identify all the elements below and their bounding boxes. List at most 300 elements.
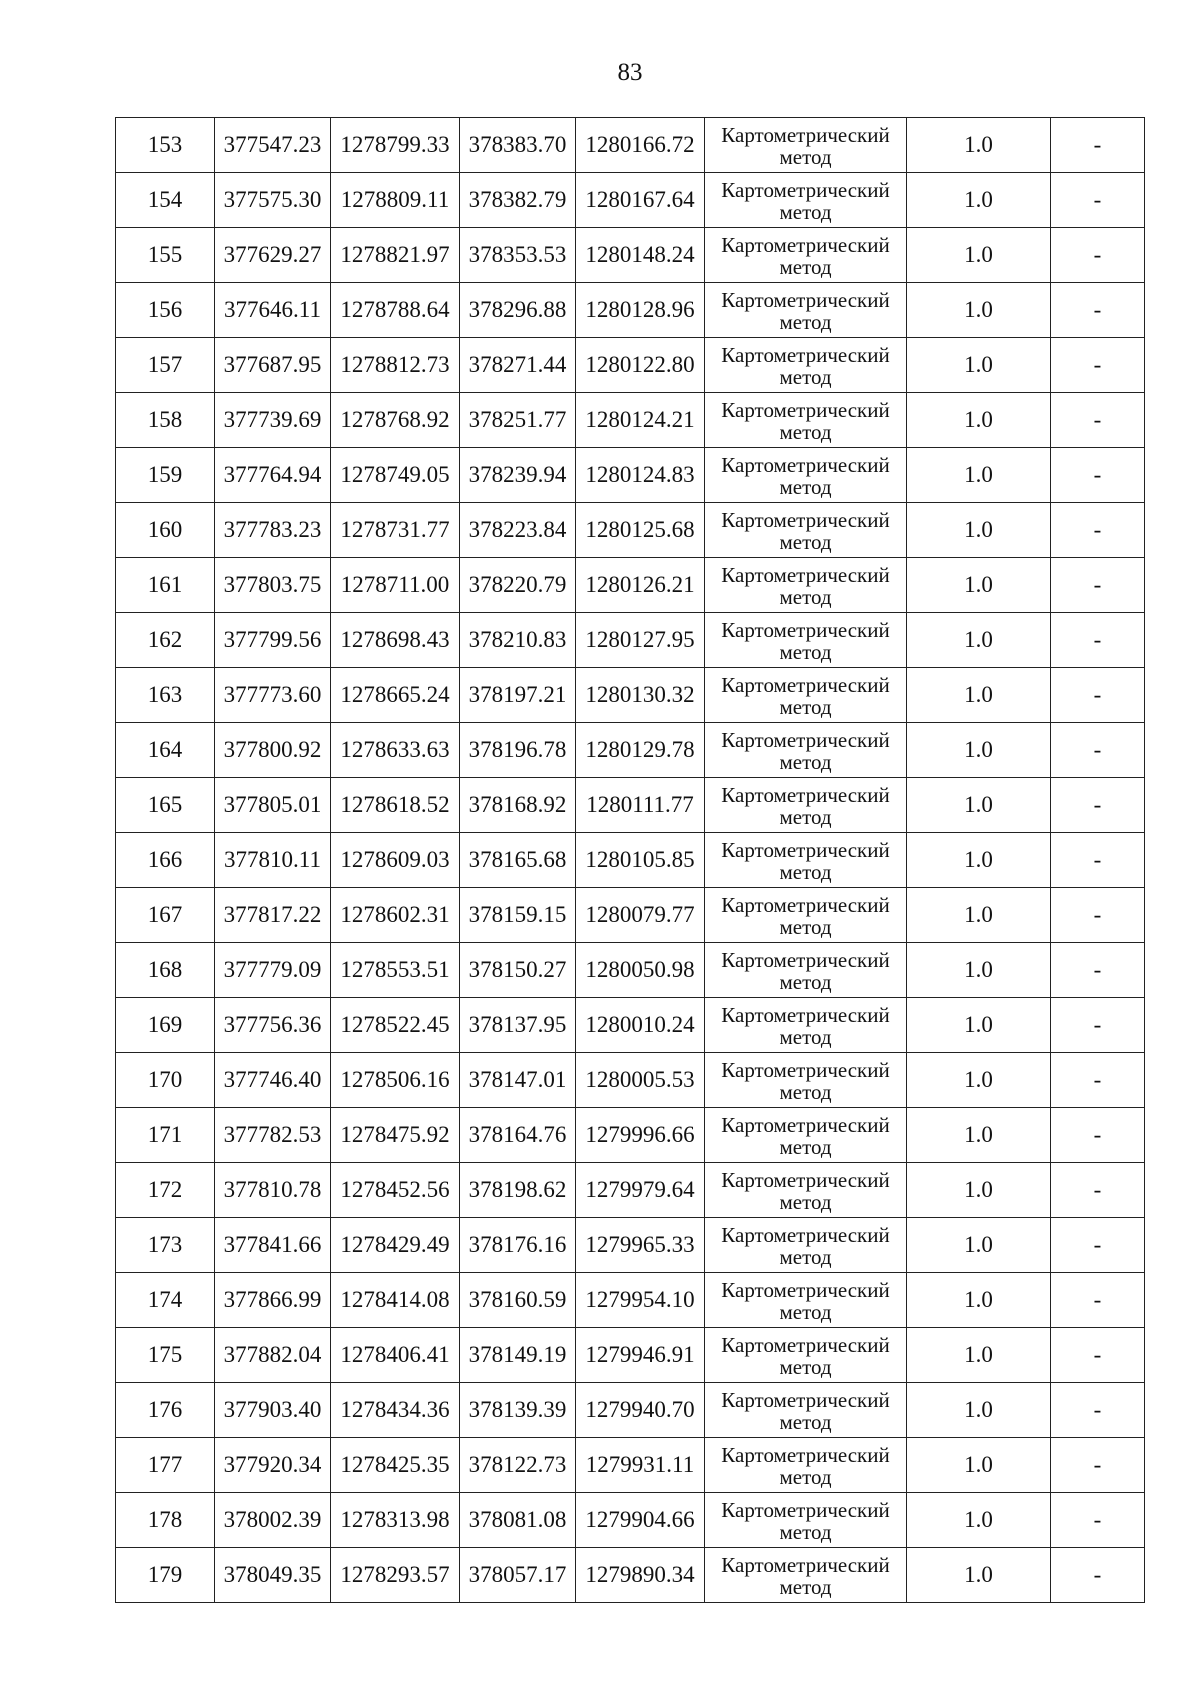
method-line-2: метод — [779, 969, 832, 994]
y1-cell: 1278293.57 — [331, 1548, 460, 1603]
method-cell — [705, 1163, 907, 1218]
accuracy-cell: 1.0 — [907, 1548, 1051, 1603]
y2-cell: 1280129.78 — [576, 723, 705, 778]
method-line-2: метод — [779, 1299, 832, 1324]
method-line-2: метод — [779, 859, 832, 884]
y1-cell: 1278553.51 — [331, 943, 460, 998]
x2-cell: 378271.44 — [460, 338, 576, 393]
x1-cell: 378002.39 — [215, 1493, 331, 1548]
y2-cell: 1279996.66 — [576, 1108, 705, 1163]
method-line-1: Картометрический — [721, 1167, 890, 1192]
point-number-cell: 178 — [116, 1493, 215, 1548]
method-line-1: Картометрический — [721, 837, 890, 862]
accuracy-cell: 1.0 — [907, 833, 1051, 888]
note-cell: - — [1051, 283, 1145, 338]
point-number-cell: 155 — [116, 228, 215, 283]
y1-cell: 1278609.03 — [331, 833, 460, 888]
method-cell — [705, 338, 907, 393]
x1-cell: 377773.60 — [215, 668, 331, 723]
x2-cell: 378239.94 — [460, 448, 576, 503]
method-line-1: Картометрический — [721, 397, 890, 422]
y1-cell: 1278406.41 — [331, 1328, 460, 1383]
x2-cell: 378296.88 — [460, 283, 576, 338]
table-row — [116, 283, 1145, 338]
table-row — [116, 723, 1145, 778]
x1-cell: 377810.11 — [215, 833, 331, 888]
method-line-1: Картометрический — [721, 672, 890, 697]
note-cell: - — [1051, 1493, 1145, 1548]
accuracy-cell: 1.0 — [907, 1383, 1051, 1438]
point-number-cell: 179 — [116, 1548, 215, 1603]
y2-cell: 1280166.72 — [576, 118, 705, 173]
y2-cell: 1280130.32 — [576, 668, 705, 723]
note-cell: - — [1051, 118, 1145, 173]
x2-cell: 378197.21 — [460, 668, 576, 723]
table-row — [116, 503, 1145, 558]
table-row — [116, 778, 1145, 833]
accuracy-cell: 1.0 — [907, 1328, 1051, 1383]
y2-cell: 1280148.24 — [576, 228, 705, 283]
x1-cell: 377629.27 — [215, 228, 331, 283]
note-cell: - — [1051, 1218, 1145, 1273]
y2-cell: 1279954.10 — [576, 1273, 705, 1328]
y1-cell: 1278665.24 — [331, 668, 460, 723]
y1-cell: 1278313.98 — [331, 1493, 460, 1548]
y2-cell: 1280005.53 — [576, 1053, 705, 1108]
y2-cell: 1280124.83 — [576, 448, 705, 503]
method-line-2: метод — [779, 474, 832, 499]
method-line-1: Картометрический — [721, 452, 890, 477]
point-number-cell: 168 — [116, 943, 215, 998]
table-row — [116, 1548, 1145, 1603]
y2-cell: 1280079.77 — [576, 888, 705, 943]
method-cell — [705, 833, 907, 888]
method-line-1: Картометрический — [721, 342, 890, 367]
y2-cell: 1280125.68 — [576, 503, 705, 558]
x2-cell: 378057.17 — [460, 1548, 576, 1603]
method-line-2: метод — [779, 364, 832, 389]
x1-cell: 377547.23 — [215, 118, 331, 173]
method-line-1: Картометрический — [721, 232, 890, 257]
method-line-1: Картометрический — [721, 1057, 890, 1082]
point-number-cell: 163 — [116, 668, 215, 723]
y1-cell: 1278452.56 — [331, 1163, 460, 1218]
accuracy-cell: 1.0 — [907, 888, 1051, 943]
method-line-1: Картометрический — [721, 1552, 890, 1577]
note-cell: - — [1051, 888, 1145, 943]
method-cell — [705, 1328, 907, 1383]
table-row — [116, 118, 1145, 173]
method-cell — [705, 613, 907, 668]
point-number-cell: 176 — [116, 1383, 215, 1438]
x1-cell: 377817.22 — [215, 888, 331, 943]
table-row — [116, 558, 1145, 613]
x1-cell: 377756.36 — [215, 998, 331, 1053]
x2-cell: 378150.27 — [460, 943, 576, 998]
note-cell: - — [1051, 723, 1145, 778]
note-cell: - — [1051, 1053, 1145, 1108]
x1-cell: 377646.11 — [215, 283, 331, 338]
point-number-cell: 174 — [116, 1273, 215, 1328]
y1-cell: 1278414.08 — [331, 1273, 460, 1328]
point-number-cell: 161 — [116, 558, 215, 613]
x1-cell: 377841.66 — [215, 1218, 331, 1273]
method-line-1: Картометрический — [721, 947, 890, 972]
x1-cell: 377920.34 — [215, 1438, 331, 1493]
method-line-2: метод — [779, 639, 832, 664]
y1-cell: 1278749.05 — [331, 448, 460, 503]
table-row — [116, 943, 1145, 998]
y1-cell: 1278475.92 — [331, 1108, 460, 1163]
method-line-1: Картометрический — [721, 1277, 890, 1302]
page-number: 83 — [617, 59, 643, 86]
x2-cell: 378196.78 — [460, 723, 576, 778]
y2-cell: 1279890.34 — [576, 1548, 705, 1603]
y1-cell: 1278429.49 — [331, 1218, 460, 1273]
x1-cell: 378049.35 — [215, 1548, 331, 1603]
accuracy-cell: 1.0 — [907, 503, 1051, 558]
table-row — [116, 1273, 1145, 1328]
x1-cell: 377810.78 — [215, 1163, 331, 1218]
y1-cell: 1278711.00 — [331, 558, 460, 613]
accuracy-cell: 1.0 — [907, 668, 1051, 723]
method-line-1: Картометрический — [721, 1222, 890, 1247]
table-row — [116, 613, 1145, 668]
table-row — [116, 1218, 1145, 1273]
x2-cell: 378223.84 — [460, 503, 576, 558]
x1-cell: 377575.30 — [215, 173, 331, 228]
point-number-cell: 175 — [116, 1328, 215, 1383]
point-number-cell: 177 — [116, 1438, 215, 1493]
method-line-1: Картометрический — [721, 782, 890, 807]
x2-cell: 378081.08 — [460, 1493, 576, 1548]
accuracy-cell: 1.0 — [907, 778, 1051, 833]
method-cell — [705, 1548, 907, 1603]
accuracy-cell: 1.0 — [907, 1273, 1051, 1328]
note-cell: - — [1051, 173, 1145, 228]
note-cell: - — [1051, 338, 1145, 393]
note-cell: - — [1051, 228, 1145, 283]
table-row — [116, 1163, 1145, 1218]
table-row — [116, 1053, 1145, 1108]
y2-cell: 1280010.24 — [576, 998, 705, 1053]
note-cell: - — [1051, 1438, 1145, 1493]
note-cell: - — [1051, 558, 1145, 613]
y1-cell: 1278618.52 — [331, 778, 460, 833]
method-cell — [705, 1273, 907, 1328]
y2-cell: 1280128.96 — [576, 283, 705, 338]
note-cell: - — [1051, 613, 1145, 668]
y1-cell: 1278812.73 — [331, 338, 460, 393]
table-row — [116, 393, 1145, 448]
method-line-1: Картометрический — [721, 1497, 890, 1522]
table-row — [116, 668, 1145, 723]
method-line-2: метод — [779, 1354, 832, 1379]
point-number-cell: 160 — [116, 503, 215, 558]
x2-cell: 378198.62 — [460, 1163, 576, 1218]
x2-cell: 378220.79 — [460, 558, 576, 613]
note-cell: - — [1051, 503, 1145, 558]
table-row — [116, 1108, 1145, 1163]
y2-cell: 1280126.21 — [576, 558, 705, 613]
table-body — [116, 118, 1145, 1603]
point-number-cell: 153 — [116, 118, 215, 173]
x1-cell: 377739.69 — [215, 393, 331, 448]
method-cell — [705, 228, 907, 283]
y2-cell: 1279965.33 — [576, 1218, 705, 1273]
accuracy-cell: 1.0 — [907, 393, 1051, 448]
point-number-cell: 170 — [116, 1053, 215, 1108]
y2-cell: 1280124.21 — [576, 393, 705, 448]
y2-cell: 1280050.98 — [576, 943, 705, 998]
method-cell — [705, 283, 907, 338]
y1-cell: 1278602.31 — [331, 888, 460, 943]
point-number-cell: 154 — [116, 173, 215, 228]
y2-cell: 1279946.91 — [576, 1328, 705, 1383]
method-line-2: метод — [779, 584, 832, 609]
accuracy-cell: 1.0 — [907, 613, 1051, 668]
method-line-1: Картометрический — [721, 1002, 890, 1027]
method-line-2: метод — [779, 1189, 832, 1214]
x1-cell: 377764.94 — [215, 448, 331, 503]
method-line-2: метод — [779, 1574, 832, 1599]
x2-cell: 378160.59 — [460, 1273, 576, 1328]
y1-cell: 1278809.11 — [331, 173, 460, 228]
point-number-cell: 157 — [116, 338, 215, 393]
y2-cell: 1279940.70 — [576, 1383, 705, 1438]
method-line-2: метод — [779, 309, 832, 334]
point-number-cell: 164 — [116, 723, 215, 778]
method-cell — [705, 943, 907, 998]
point-number-cell: 159 — [116, 448, 215, 503]
table-row — [116, 998, 1145, 1053]
x1-cell: 377882.04 — [215, 1328, 331, 1383]
method-line-2: метод — [779, 1134, 832, 1159]
table-row — [116, 448, 1145, 503]
x2-cell: 378159.15 — [460, 888, 576, 943]
accuracy-cell: 1.0 — [907, 228, 1051, 283]
method-cell — [705, 1438, 907, 1493]
x2-cell: 378139.39 — [460, 1383, 576, 1438]
table-row — [116, 833, 1145, 888]
y2-cell: 1279931.11 — [576, 1438, 705, 1493]
table-row — [116, 1383, 1145, 1438]
accuracy-cell: 1.0 — [907, 338, 1051, 393]
method-line-1: Картометрический — [721, 562, 890, 587]
x2-cell: 378210.83 — [460, 613, 576, 668]
method-line-1: Картометрический — [721, 617, 890, 642]
point-number-cell: 172 — [116, 1163, 215, 1218]
note-cell: - — [1051, 1328, 1145, 1383]
note-cell: - — [1051, 1108, 1145, 1163]
y2-cell: 1279979.64 — [576, 1163, 705, 1218]
method-cell — [705, 1383, 907, 1438]
x2-cell: 378251.77 — [460, 393, 576, 448]
method-cell — [705, 118, 907, 173]
method-line-2: метод — [779, 1519, 832, 1544]
method-line-1: Картометрический — [721, 1112, 890, 1137]
table-row — [116, 1328, 1145, 1383]
coordinates-table — [115, 117, 1145, 1603]
x1-cell: 377803.75 — [215, 558, 331, 613]
note-cell: - — [1051, 943, 1145, 998]
method-line-1: Картометрический — [721, 507, 890, 532]
y2-cell: 1280111.77 — [576, 778, 705, 833]
point-number-cell: 158 — [116, 393, 215, 448]
y1-cell: 1278788.64 — [331, 283, 460, 338]
note-cell: - — [1051, 1163, 1145, 1218]
point-number-cell: 173 — [116, 1218, 215, 1273]
method-cell — [705, 668, 907, 723]
table-row — [116, 888, 1145, 943]
note-cell: - — [1051, 1383, 1145, 1438]
accuracy-cell: 1.0 — [907, 1438, 1051, 1493]
y1-cell: 1278425.35 — [331, 1438, 460, 1493]
accuracy-cell: 1.0 — [907, 1163, 1051, 1218]
method-line-2: метод — [779, 1079, 832, 1104]
point-number-cell: 171 — [116, 1108, 215, 1163]
method-line-2: метод — [779, 1464, 832, 1489]
method-line-1: Картометрический — [721, 287, 890, 312]
y2-cell: 1280122.80 — [576, 338, 705, 393]
x1-cell: 377782.53 — [215, 1108, 331, 1163]
x2-cell: 378164.76 — [460, 1108, 576, 1163]
table-row — [116, 228, 1145, 283]
method-line-1: Картометрический — [721, 1332, 890, 1357]
point-number-cell: 162 — [116, 613, 215, 668]
y2-cell: 1280127.95 — [576, 613, 705, 668]
y1-cell: 1278799.33 — [331, 118, 460, 173]
y2-cell: 1279904.66 — [576, 1493, 705, 1548]
accuracy-cell: 1.0 — [907, 118, 1051, 173]
accuracy-cell: 1.0 — [907, 173, 1051, 228]
x1-cell: 377866.99 — [215, 1273, 331, 1328]
x1-cell: 377687.95 — [215, 338, 331, 393]
x2-cell: 378168.92 — [460, 778, 576, 833]
x1-cell: 377800.92 — [215, 723, 331, 778]
method-line-2: метод — [779, 1409, 832, 1434]
method-line-1: Картометрический — [721, 177, 890, 202]
x2-cell: 378137.95 — [460, 998, 576, 1053]
table-row — [116, 1493, 1145, 1548]
note-cell: - — [1051, 778, 1145, 833]
note-cell: - — [1051, 1273, 1145, 1328]
method-cell — [705, 1053, 907, 1108]
x2-cell: 378176.16 — [460, 1218, 576, 1273]
method-line-2: метод — [779, 804, 832, 829]
point-number-cell: 167 — [116, 888, 215, 943]
accuracy-cell: 1.0 — [907, 1493, 1051, 1548]
method-cell — [705, 1493, 907, 1548]
accuracy-cell: 1.0 — [907, 998, 1051, 1053]
x2-cell: 378122.73 — [460, 1438, 576, 1493]
y1-cell: 1278731.77 — [331, 503, 460, 558]
method-cell — [705, 1218, 907, 1273]
method-cell — [705, 1108, 907, 1163]
x2-cell: 378383.70 — [460, 118, 576, 173]
accuracy-cell: 1.0 — [907, 1108, 1051, 1163]
method-line-2: метод — [779, 1244, 832, 1269]
point-number-cell: 166 — [116, 833, 215, 888]
method-line-1: Картометрический — [721, 1387, 890, 1412]
method-cell — [705, 723, 907, 778]
y1-cell: 1278506.16 — [331, 1053, 460, 1108]
x1-cell: 377779.09 — [215, 943, 331, 998]
method-line-2: метод — [779, 419, 832, 444]
y2-cell: 1280105.85 — [576, 833, 705, 888]
method-cell — [705, 173, 907, 228]
table-row — [116, 173, 1145, 228]
point-number-cell: 169 — [116, 998, 215, 1053]
method-line-2: метод — [779, 254, 832, 279]
method-cell — [705, 393, 907, 448]
method-line-2: метод — [779, 749, 832, 774]
note-cell: - — [1051, 1548, 1145, 1603]
x1-cell: 377799.56 — [215, 613, 331, 668]
method-line-1: Картометрический — [721, 122, 890, 147]
x1-cell: 377805.01 — [215, 778, 331, 833]
y1-cell: 1278633.63 — [331, 723, 460, 778]
accuracy-cell: 1.0 — [907, 558, 1051, 613]
method-line-1: Картометрический — [721, 727, 890, 752]
accuracy-cell: 1.0 — [907, 1053, 1051, 1108]
method-line-1: Картометрический — [721, 1442, 890, 1467]
note-cell: - — [1051, 448, 1145, 503]
method-line-2: метод — [779, 144, 832, 169]
method-cell — [705, 558, 907, 613]
table-row — [116, 338, 1145, 393]
method-line-2: метод — [779, 529, 832, 554]
point-number-cell: 165 — [116, 778, 215, 833]
method-cell — [705, 778, 907, 833]
method-line-1: Картометрический — [721, 892, 890, 917]
x1-cell: 377783.23 — [215, 503, 331, 558]
note-cell: - — [1051, 833, 1145, 888]
y1-cell: 1278768.92 — [331, 393, 460, 448]
method-cell — [705, 503, 907, 558]
accuracy-cell: 1.0 — [907, 723, 1051, 778]
accuracy-cell: 1.0 — [907, 1218, 1051, 1273]
method-cell — [705, 888, 907, 943]
accuracy-cell: 1.0 — [907, 448, 1051, 503]
y1-cell: 1278522.45 — [331, 998, 460, 1053]
method-line-2: метод — [779, 914, 832, 939]
x2-cell: 378382.79 — [460, 173, 576, 228]
y1-cell: 1278434.36 — [331, 1383, 460, 1438]
x2-cell: 378147.01 — [460, 1053, 576, 1108]
y1-cell: 1278698.43 — [331, 613, 460, 668]
method-line-2: метод — [779, 199, 832, 224]
note-cell: - — [1051, 393, 1145, 448]
table-row — [116, 1438, 1145, 1493]
y2-cell: 1280167.64 — [576, 173, 705, 228]
x2-cell: 378353.53 — [460, 228, 576, 283]
accuracy-cell: 1.0 — [907, 283, 1051, 338]
x2-cell: 378165.68 — [460, 833, 576, 888]
method-line-2: метод — [779, 694, 832, 719]
point-number-cell: 156 — [116, 283, 215, 338]
x2-cell: 378149.19 — [460, 1328, 576, 1383]
method-cell — [705, 448, 907, 503]
y1-cell: 1278821.97 — [331, 228, 460, 283]
x1-cell: 377746.40 — [215, 1053, 331, 1108]
method-line-2: метод — [779, 1024, 832, 1049]
accuracy-cell: 1.0 — [907, 943, 1051, 998]
note-cell: - — [1051, 668, 1145, 723]
x1-cell: 377903.40 — [215, 1383, 331, 1438]
note-cell: - — [1051, 998, 1145, 1053]
method-cell — [705, 998, 907, 1053]
